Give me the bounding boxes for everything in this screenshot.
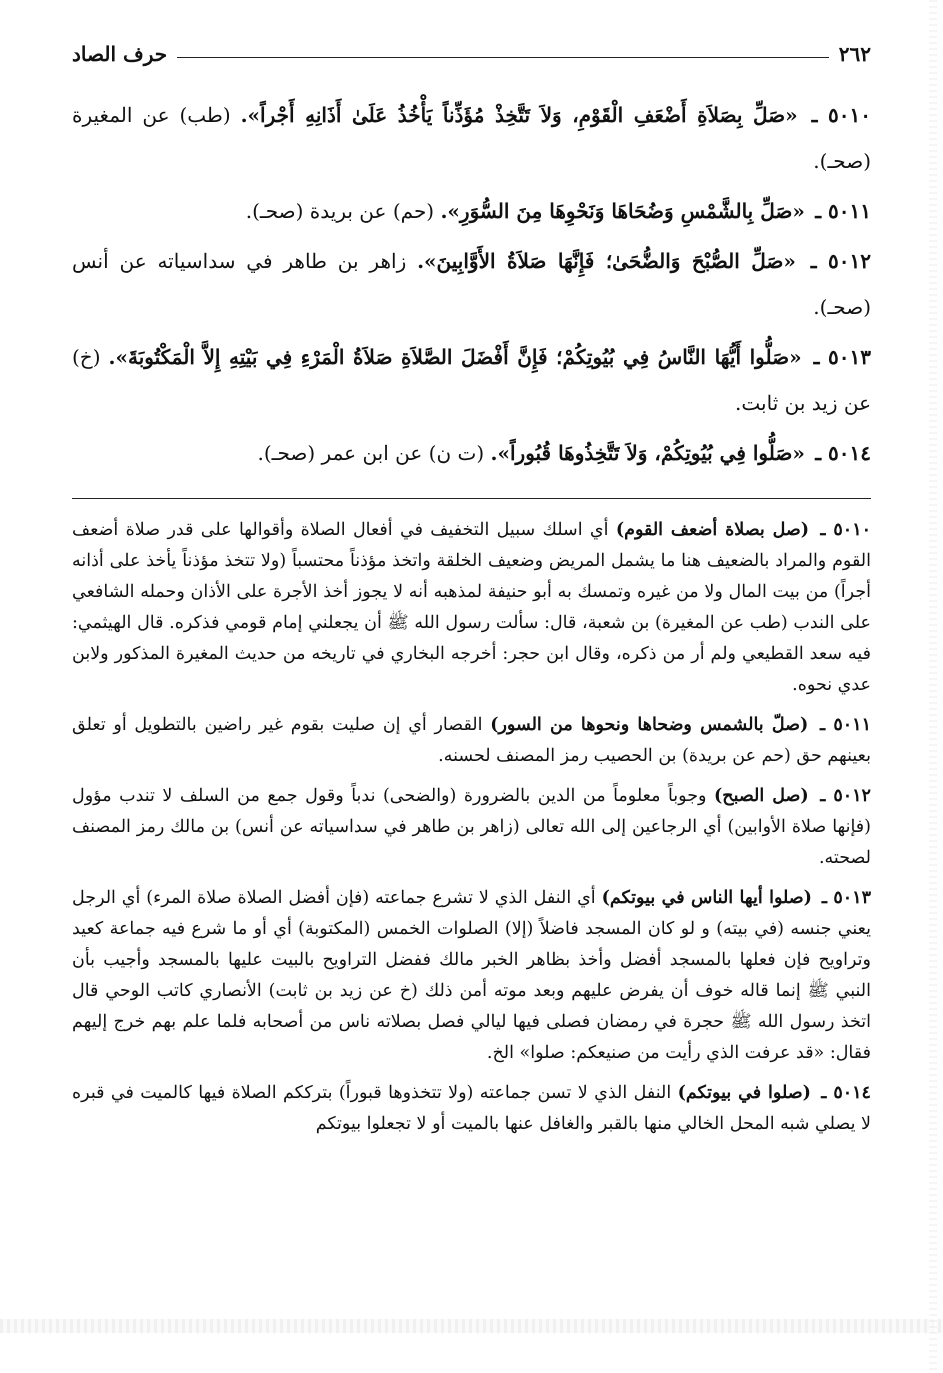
commentary-5012 (72, 781, 871, 874)
commentary-number: ٥٠١٠ ـ (820, 520, 871, 540)
hadith-number: ٥٠١٤ ـ (815, 441, 871, 465)
hadith-source: (طب) عن المغيرة (صحـ). (72, 103, 871, 173)
commentary-text: أي النفل الذي لا تشرع جماعته (فإن أفضل الصلاة صلاة المرء) أي الرجل يعني جنسه (في بيته) و لو كان المسجد فاضلاً (إلا) الصلوات الخمس (المكتوبة) أي أو ما شرع فيه جماعة كعيد وتراويح فإن فعلها بالمسجد أفضل وأخذ بظاهر الخبر مالك ففضل التراويح بالبيت عليها بالمسجد وأجيب بأن النبي ﷺ إنما قاله خوف أن يفرض عليهم وبعد موته أمن ذلك (خ عن زيد بن ثابت) الأنصاري كاتب الوحي قال اتخذ رسول الله ﷺ حجرة في رمضان فصلى فيها ليالي فصل بصلاته ناس من أصحابه فلما علم بهم خرج إليهم فقال: «قد عرفت الذي رأيت من صنيعكم: صلوا» الخ. (72, 888, 871, 1063)
page-header (72, 34, 871, 74)
hadith-text: «صَلِّ بِالشَّمْسِ وَضُحَاهَا وَنَحْوِهَا مِنَ السُّوَرِ». (440, 199, 805, 223)
page-number: ٢٦٢ (838, 42, 871, 66)
commentary-5013 (72, 883, 871, 1069)
commentary-number: ٥٠١٤ ـ (821, 1083, 871, 1103)
hadith-5013 (72, 334, 871, 426)
commentary-lead: (صلوا أيها الناس في بيوتكم) (601, 888, 812, 908)
commentary-number: ٥٠١٣ ـ (821, 888, 871, 908)
hadith-number: ٥٠١٠ ـ (811, 103, 871, 127)
scan-artifact-edge (929, 0, 937, 1373)
hadith-source: زاهر بن طاهر في سداسياته عن أنس (صحـ). (72, 249, 871, 319)
hadith-text: «صَلِّ بِصَلاَةِ أَضْعَفِ الْقَوْمِ، وَلاَ تَتَّخِذْ مُؤَذِّناً يَأْخُذُ عَلَىٰ أَذَانِهِ أَجْراً». (240, 103, 798, 127)
hadith-source: (خ) عن زيد بن ثابت. (72, 345, 871, 415)
commentary-lead: (صل الصبح) (714, 786, 809, 806)
commentary-number: ٥٠١١ ـ (820, 715, 871, 735)
commentary-5010 (72, 515, 871, 701)
commentary-text: النفل الذي لا تسن جماعته (ولا تتخذوها قبوراً) بترككم الصلاة فيها كالميت في قبره لا يصلي شبه المحل الخالي منها بالقبر والغافل عنها بالميت أو لا تجعلوا بيوتكم (72, 1083, 871, 1134)
scan-artifact-bottom (0, 1319, 943, 1333)
hadith-5012 (72, 238, 871, 330)
commentary-lead: (صلّ بالشمس وضحاها ونحوها من السور) (490, 715, 809, 735)
hadith-text: «صَلُّوا فِي بُيُوتِكُمْ، وَلاَ تَتَّخِذُوهَا قُبُوراً». (490, 441, 805, 465)
commentary-text: أي اسلك سبيل التخفيف في أفعال الصلاة وأقوالها على قدر صلاة أضعف القوم والمراد بالضعيف هنا ما يشمل المريض وضعيف الخلقة واتخذ مؤذناً محتسباً (ولا تتخذ مؤذناً يأخذ على أذانه أجراً) من بيت المال ولا من غيره وتمسك به أبو حنيفة لمذهبه أنه لا يجوز أخذ الأجرة على الأذان وحمله الشافعي على الندب (طب عن المغيرة) بن شعبة، قال: سألت رسول الله ﷺ أن يجعلني إمام قومي فذكره. قال الهيثمي: فيه سعد القطيعي ولم أر من ذكره، وقال ابن حجر: أخرجه البخاري في تاريخه من حديث المغيرة المذكور ولابن عدي نحوه. (72, 520, 871, 695)
commentary-section (72, 515, 871, 1140)
hadith-5014 (72, 430, 871, 476)
commentary-text: وجوباً معلوماً من الدين بالضرورة (والضحى) ندباً وقول جمع من السلف لا تندب مؤول (فإنها صلاة الأوابين) أي الرجاعين إلى الله تعالى (زاهر بن طاهر في سداسياته عن أنس) بن مالك رمز المصنف لصحته. (72, 786, 871, 868)
commentary-text: القصار أي إن صليت بقوم غير راضين بالتطويل أو تعلق بعينهم حق (حم عن بريدة) بن الحصيب رمز المصنف لحسنه. (72, 715, 871, 766)
hadith-number: ٥٠١٣ ـ (813, 345, 872, 369)
book-page (72, 34, 871, 1313)
commentary-lead: (صل بصلاة أضعف القوم) (615, 520, 810, 540)
hadith-source: (ت ن) عن ابن عمر (صحـ). (257, 441, 485, 465)
commentary-lead: (صلوا في بيوتكم) (677, 1083, 811, 1103)
hadith-text: «صَلُّوا أَيُّهَا النَّاسُ فِي بُيُوتِكُمْ؛ فَإِنَّ أَفْضَلَ الصَّلاَةِ صَلاَةُ الْمَرْءِ فِي بَيْتِهِ إِلاَّ الْمَكْتُوبَةَ». (108, 345, 802, 369)
commentary-number: ٥٠١٢ ـ (820, 786, 871, 806)
hadith-source: (حم) عن بريدة (صحـ). (245, 199, 435, 223)
hadith-text: «صَلِّ الصُّبْحَ وَالضُّحَىٰ؛ فَإِنَّهَا صَلاَةُ الأَوَّابِينَ». (417, 249, 796, 273)
chapter-title: حرف الصاد (72, 42, 168, 66)
hadith-5011 (72, 188, 871, 234)
header-rule (177, 57, 829, 58)
hadith-number: ٥٠١١ ـ (815, 199, 871, 223)
commentary-5014 (72, 1078, 871, 1140)
hadith-list (72, 92, 871, 476)
commentary-5011 (72, 710, 871, 772)
hadith-5010 (72, 92, 871, 184)
section-divider (72, 498, 871, 499)
hadith-number: ٥٠١٢ ـ (810, 249, 871, 273)
